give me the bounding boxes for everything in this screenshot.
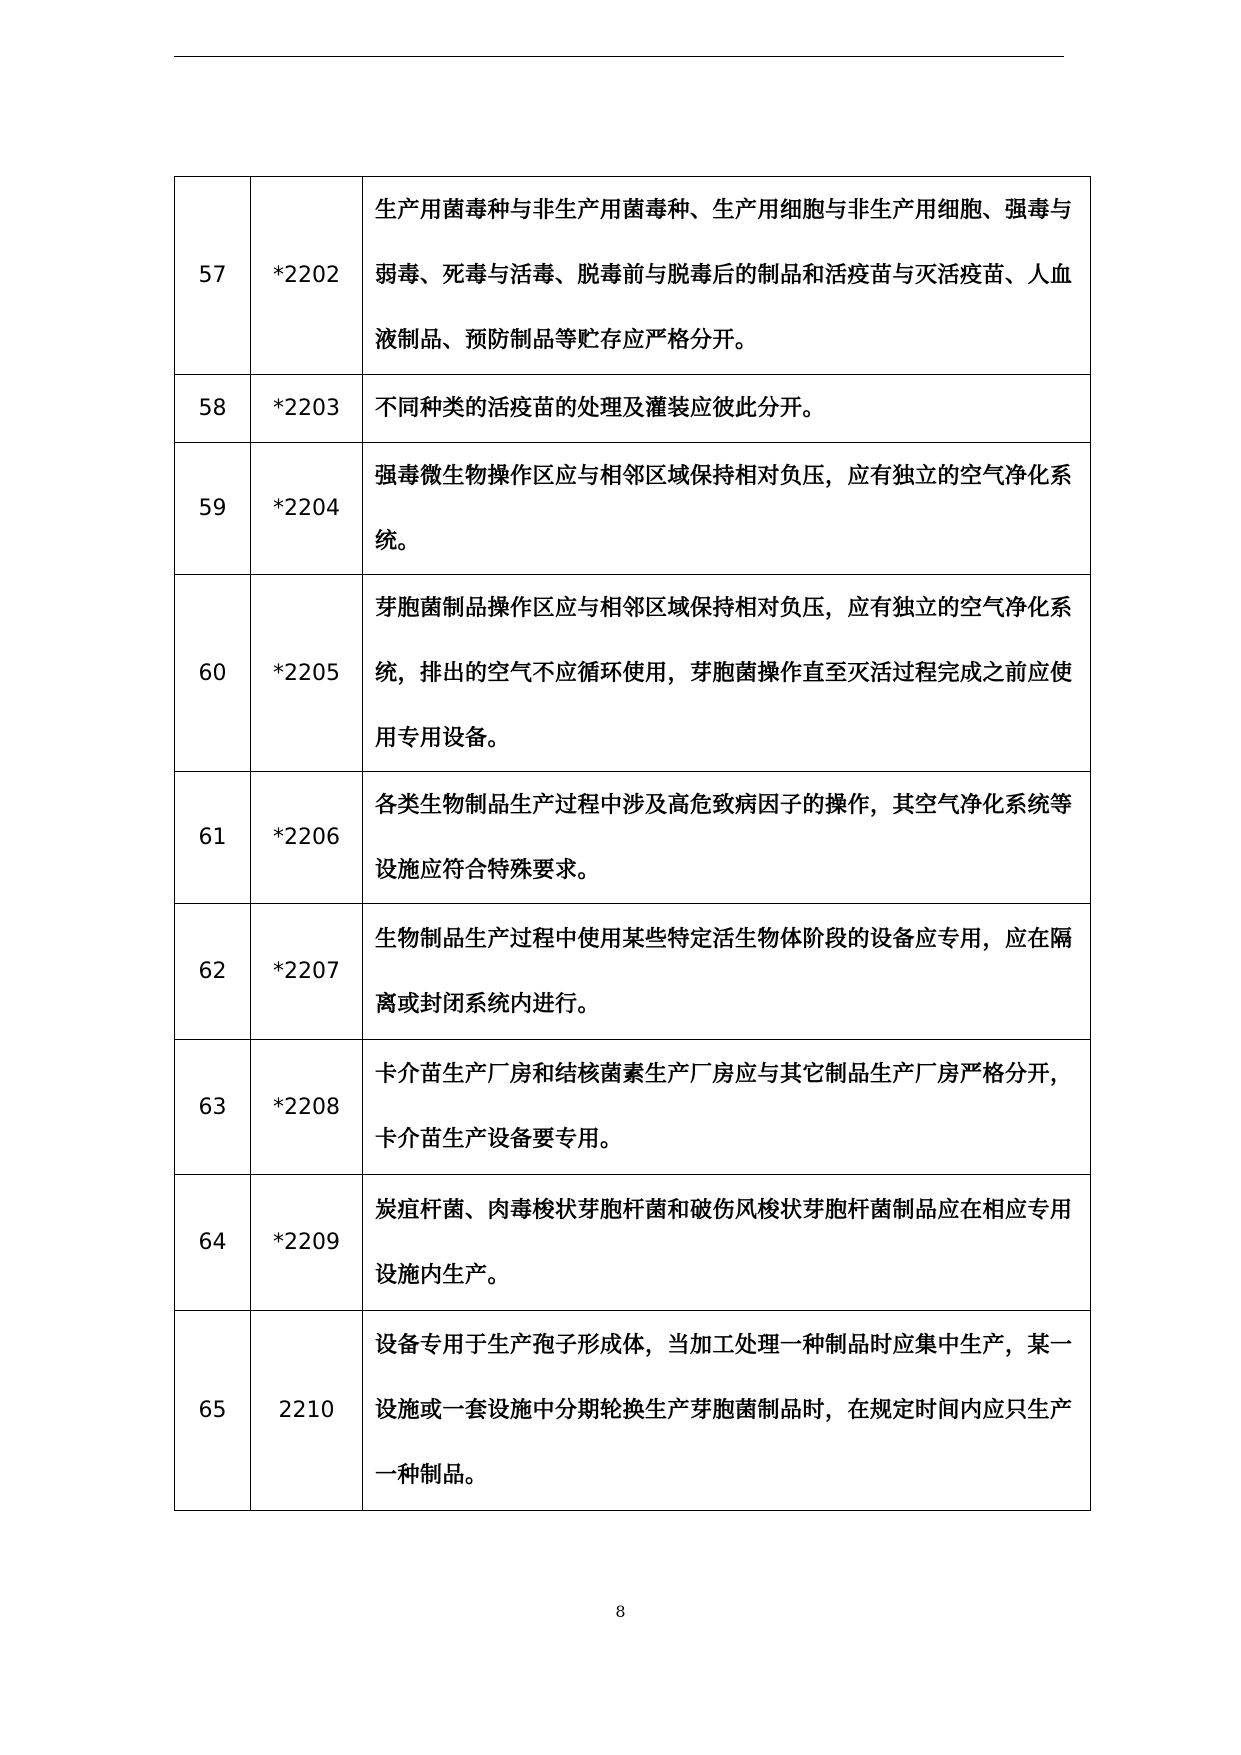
table-row <box>175 1311 1091 1511</box>
item-content: 不同种类的活疫苗的处理及灌装应彼此分开。 <box>363 375 1091 443</box>
table-row <box>175 177 1091 375</box>
row-number: 60 <box>175 575 251 772</box>
item-code: *2205 <box>251 575 363 772</box>
item-code: *2203 <box>251 375 363 443</box>
item-code: *2209 <box>251 1175 363 1311</box>
item-code: *2202 <box>251 177 363 375</box>
table-row <box>175 375 1091 443</box>
row-number: 58 <box>175 375 251 443</box>
item-code: *2208 <box>251 1040 363 1175</box>
row-number: 57 <box>175 177 251 375</box>
row-number: 63 <box>175 1040 251 1175</box>
table-row <box>175 772 1091 904</box>
header-rule <box>174 56 1064 57</box>
item-code: *2204 <box>251 443 363 575</box>
row-number: 64 <box>175 1175 251 1311</box>
item-content: 生物制品生产过程中使用某些特定活生物体阶段的设备应专用，应在隔离或封闭系统内进行。 <box>363 904 1091 1040</box>
row-number: 62 <box>175 904 251 1040</box>
item-content: 卡介苗生产厂房和结核菌素生产厂房应与其它制品生产厂房严格分开，卡介苗生产设备要专用。 <box>363 1040 1091 1175</box>
row-number: 65 <box>175 1311 251 1511</box>
table-row <box>175 575 1091 772</box>
item-content: 设备专用于生产孢子形成体，当加工处理一种制品时应集中生产，某一设施或一套设施中分期轮换生产芽胞菌制品时，在规定时间内应只生产一种制品。 <box>363 1311 1091 1511</box>
item-code: *2207 <box>251 904 363 1040</box>
table-row <box>175 443 1091 575</box>
item-content: 强毒微生物操作区应与相邻区域保持相对负压，应有独立的空气净化系统。 <box>363 443 1091 575</box>
item-content: 各类生物制品生产过程中涉及高危致病因子的操作，其空气净化系统等设施应符合特殊要求。 <box>363 772 1091 904</box>
table-row <box>175 1175 1091 1311</box>
table-row <box>175 904 1091 1040</box>
row-number: 61 <box>175 772 251 904</box>
item-content: 生产用菌毒种与非生产用菌毒种、生产用细胞与非生产用细胞、强毒与弱毒、死毒与活毒、脱毒前与脱毒后的制品和活疫苗与灭活疫苗、人血液制品、预防制品等贮存应严格分开。 <box>363 177 1091 375</box>
table-row <box>175 1040 1091 1175</box>
page-number: 8 <box>615 1602 626 1621</box>
item-content: 炭疽杆菌、肉毒梭状芽胞杆菌和破伤风梭状芽胞杆菌制品应在相应专用设施内生产。 <box>363 1175 1091 1311</box>
requirements-table <box>174 176 1091 1511</box>
item-content: 芽胞菌制品操作区应与相邻区域保持相对负压，应有独立的空气净化系统，排出的空气不应循环使用，芽胞菌操作直至灭活过程完成之前应使用专用设备。 <box>363 575 1091 772</box>
row-number: 59 <box>175 443 251 575</box>
item-code: 2210 <box>251 1311 363 1511</box>
item-code: *2206 <box>251 772 363 904</box>
